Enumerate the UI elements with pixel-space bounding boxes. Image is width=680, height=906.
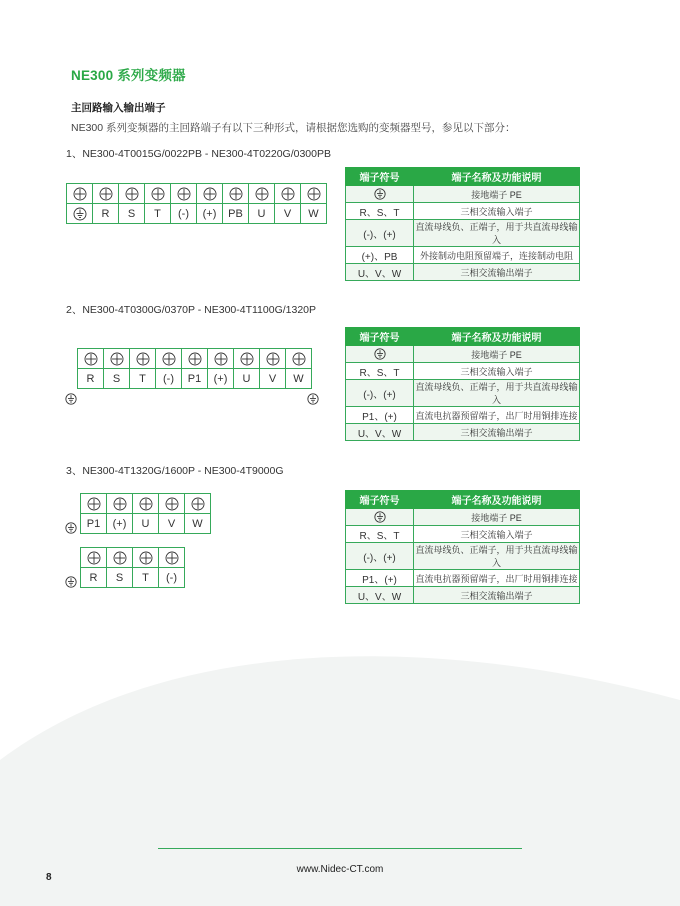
terminal-label: T (133, 568, 159, 588)
table-cell-description: 三相交流输入端子 (414, 526, 580, 543)
table-row (346, 186, 580, 203)
section-2-terminal-block (77, 348, 312, 389)
table-cell-description: 三相交流输出端子 (414, 424, 580, 441)
table-row (346, 203, 580, 220)
terminal-label: P1 (81, 514, 107, 534)
screw-icon (275, 184, 301, 204)
screw-icon (107, 548, 133, 568)
screw-icon (130, 349, 156, 369)
screw-icon (78, 349, 104, 369)
terminal-label: U (249, 204, 275, 224)
table-cell-symbol: R、S、T (346, 363, 414, 380)
terminal-label: U (234, 369, 260, 389)
table-cell-description: 接地端子 PE (414, 509, 580, 526)
terminal-label: T (130, 369, 156, 389)
screw-icon (67, 184, 93, 204)
screw-icon (185, 494, 211, 514)
table-row (346, 220, 580, 247)
table-cell-symbol: U、V、W (346, 587, 414, 604)
screw-icon (171, 184, 197, 204)
ground-icon (346, 186, 414, 203)
page-number: 8 (46, 872, 52, 883)
table-cell-symbol: P1、(+) (346, 570, 414, 587)
table-cell-description: 接地端子 PE (414, 186, 580, 203)
screw-icon (249, 184, 275, 204)
terminal-label: W (286, 369, 312, 389)
table-cell-description: 三相交流输入端子 (414, 363, 580, 380)
screw-icon (93, 184, 119, 204)
table-cell-description: 直流母线负、正端子，用于共直流母线输入 (414, 543, 580, 570)
table-row (346, 346, 580, 363)
table-cell-description: 外接制动电阻预留端子，连接制动电阻 (414, 247, 580, 264)
table-cell-description: 直流母线负、正端子，用于共直流母线输入 (414, 220, 580, 247)
table-header-description: 端子名称及功能说明 (414, 328, 580, 346)
table-cell-description: 直流电抗器预留端子，出厂时用铜排连接 (414, 570, 580, 587)
section-1-terminal-block (66, 183, 327, 224)
page-title: NE300 系列变频器 (71, 68, 186, 83)
table-row (346, 570, 580, 587)
screw-icon (156, 349, 182, 369)
screw-icon (234, 349, 260, 369)
table-cell-symbol: (-)、(+) (346, 220, 414, 247)
terminal-label: R (93, 204, 119, 224)
section-3-heading: 3、NE300-4T1320G/1600P - NE300-4T9000G (66, 465, 284, 477)
ground-icon (65, 576, 77, 588)
table-cell-symbol: (+)、PB (346, 247, 414, 264)
screw-icon (260, 349, 286, 369)
screw-icon (223, 184, 249, 204)
screw-icon (182, 349, 208, 369)
screw-icon (208, 349, 234, 369)
section-subtitle: 主回路输入输出端子 (71, 102, 166, 114)
screw-icon (81, 494, 107, 514)
screw-icon (81, 548, 107, 568)
table-row (346, 509, 580, 526)
screw-icon (301, 184, 327, 204)
ground-icon (346, 346, 414, 363)
terminal-label: P1 (182, 369, 208, 389)
terminal-label: (-) (171, 204, 197, 224)
table-row (346, 424, 580, 441)
table-header-symbol: 端子符号 (346, 491, 414, 509)
table-row (346, 264, 580, 281)
terminal-label: (+) (107, 514, 133, 534)
ground-icon (307, 393, 319, 405)
table-row (346, 543, 580, 570)
screw-icon (197, 184, 223, 204)
section-2-function-table (345, 327, 580, 441)
terminal-label: W (301, 204, 327, 224)
terminal-label: S (119, 204, 145, 224)
terminal-label: V (159, 514, 185, 534)
intro-text: NE300 系列变频器的主回路端子有以下三种形式，请根据您选购的变频器型号，参见以下部分： (71, 122, 516, 134)
table-header-description: 端子名称及功能说明 (414, 168, 580, 186)
table-cell-symbol: (-)、(+) (346, 543, 414, 570)
terminal-label: (-) (156, 369, 182, 389)
screw-icon (107, 494, 133, 514)
ground-icon (65, 393, 77, 405)
table-cell-symbol: (-)、(+) (346, 380, 414, 407)
terminal-label: R (81, 568, 107, 588)
table-cell-symbol: P1、(+) (346, 407, 414, 424)
terminal-label: (+) (208, 369, 234, 389)
table-header-symbol: 端子符号 (346, 168, 414, 186)
terminal-label: (-) (159, 568, 185, 588)
screw-icon (286, 349, 312, 369)
table-cell-symbol: R、S、T (346, 526, 414, 543)
terminal-label: PB (223, 204, 249, 224)
screw-icon (133, 548, 159, 568)
table-cell-description: 直流母线负、正端子，用于共直流母线输入 (414, 380, 580, 407)
section-1-heading: 1、NE300-4T0015G/0022PB - NE300-4T0220G/0300PB (66, 148, 331, 160)
footer-url: www.Nidec-CT.com (296, 864, 384, 875)
ground-icon (65, 522, 77, 534)
terminal-label: V (275, 204, 301, 224)
section-2-heading: 2、NE300-4T0300G/0370P - NE300-4T1100G/1320P (66, 304, 317, 316)
table-cell-symbol: U、V、W (346, 264, 414, 281)
screw-icon (159, 548, 185, 568)
table-row (346, 407, 580, 424)
table-row (346, 587, 580, 604)
table-cell-symbol: U、V、W (346, 424, 414, 441)
table-header-symbol: 端子符号 (346, 328, 414, 346)
terminal-label: S (104, 369, 130, 389)
table-cell-description: 接地端子 PE (414, 346, 580, 363)
table-row (346, 380, 580, 407)
section-3-terminal-block-bottom (80, 547, 185, 588)
screw-icon (104, 349, 130, 369)
screw-icon (145, 184, 171, 204)
section-3-terminal-block-top (80, 493, 211, 534)
table-cell-symbol: R、S、T (346, 203, 414, 220)
table-row (346, 526, 580, 543)
terminal-label: S (107, 568, 133, 588)
table-row (346, 247, 580, 264)
screw-icon (133, 494, 159, 514)
terminal-label: R (78, 369, 104, 389)
table-cell-description: 三相交流输出端子 (414, 264, 580, 281)
table-cell-description: 三相交流输出端子 (414, 587, 580, 604)
terminal-label: U (133, 514, 159, 534)
table-cell-description: 三相交流输入端子 (414, 203, 580, 220)
table-cell-description: 直流电抗器预留端子，出厂时用铜排连接 (414, 407, 580, 424)
terminal-label: T (145, 204, 171, 224)
terminal-label: V (260, 369, 286, 389)
table-header-description: 端子名称及功能说明 (414, 491, 580, 509)
section-1-function-table (345, 167, 580, 281)
screw-icon (159, 494, 185, 514)
table-row (346, 363, 580, 380)
section-3-function-table (345, 490, 580, 604)
terminal-label: (+) (197, 204, 223, 224)
ground-icon (346, 509, 414, 526)
screw-icon (119, 184, 145, 204)
terminal-label: W (185, 514, 211, 534)
footer-divider (158, 848, 522, 849)
ground-icon (67, 204, 93, 224)
